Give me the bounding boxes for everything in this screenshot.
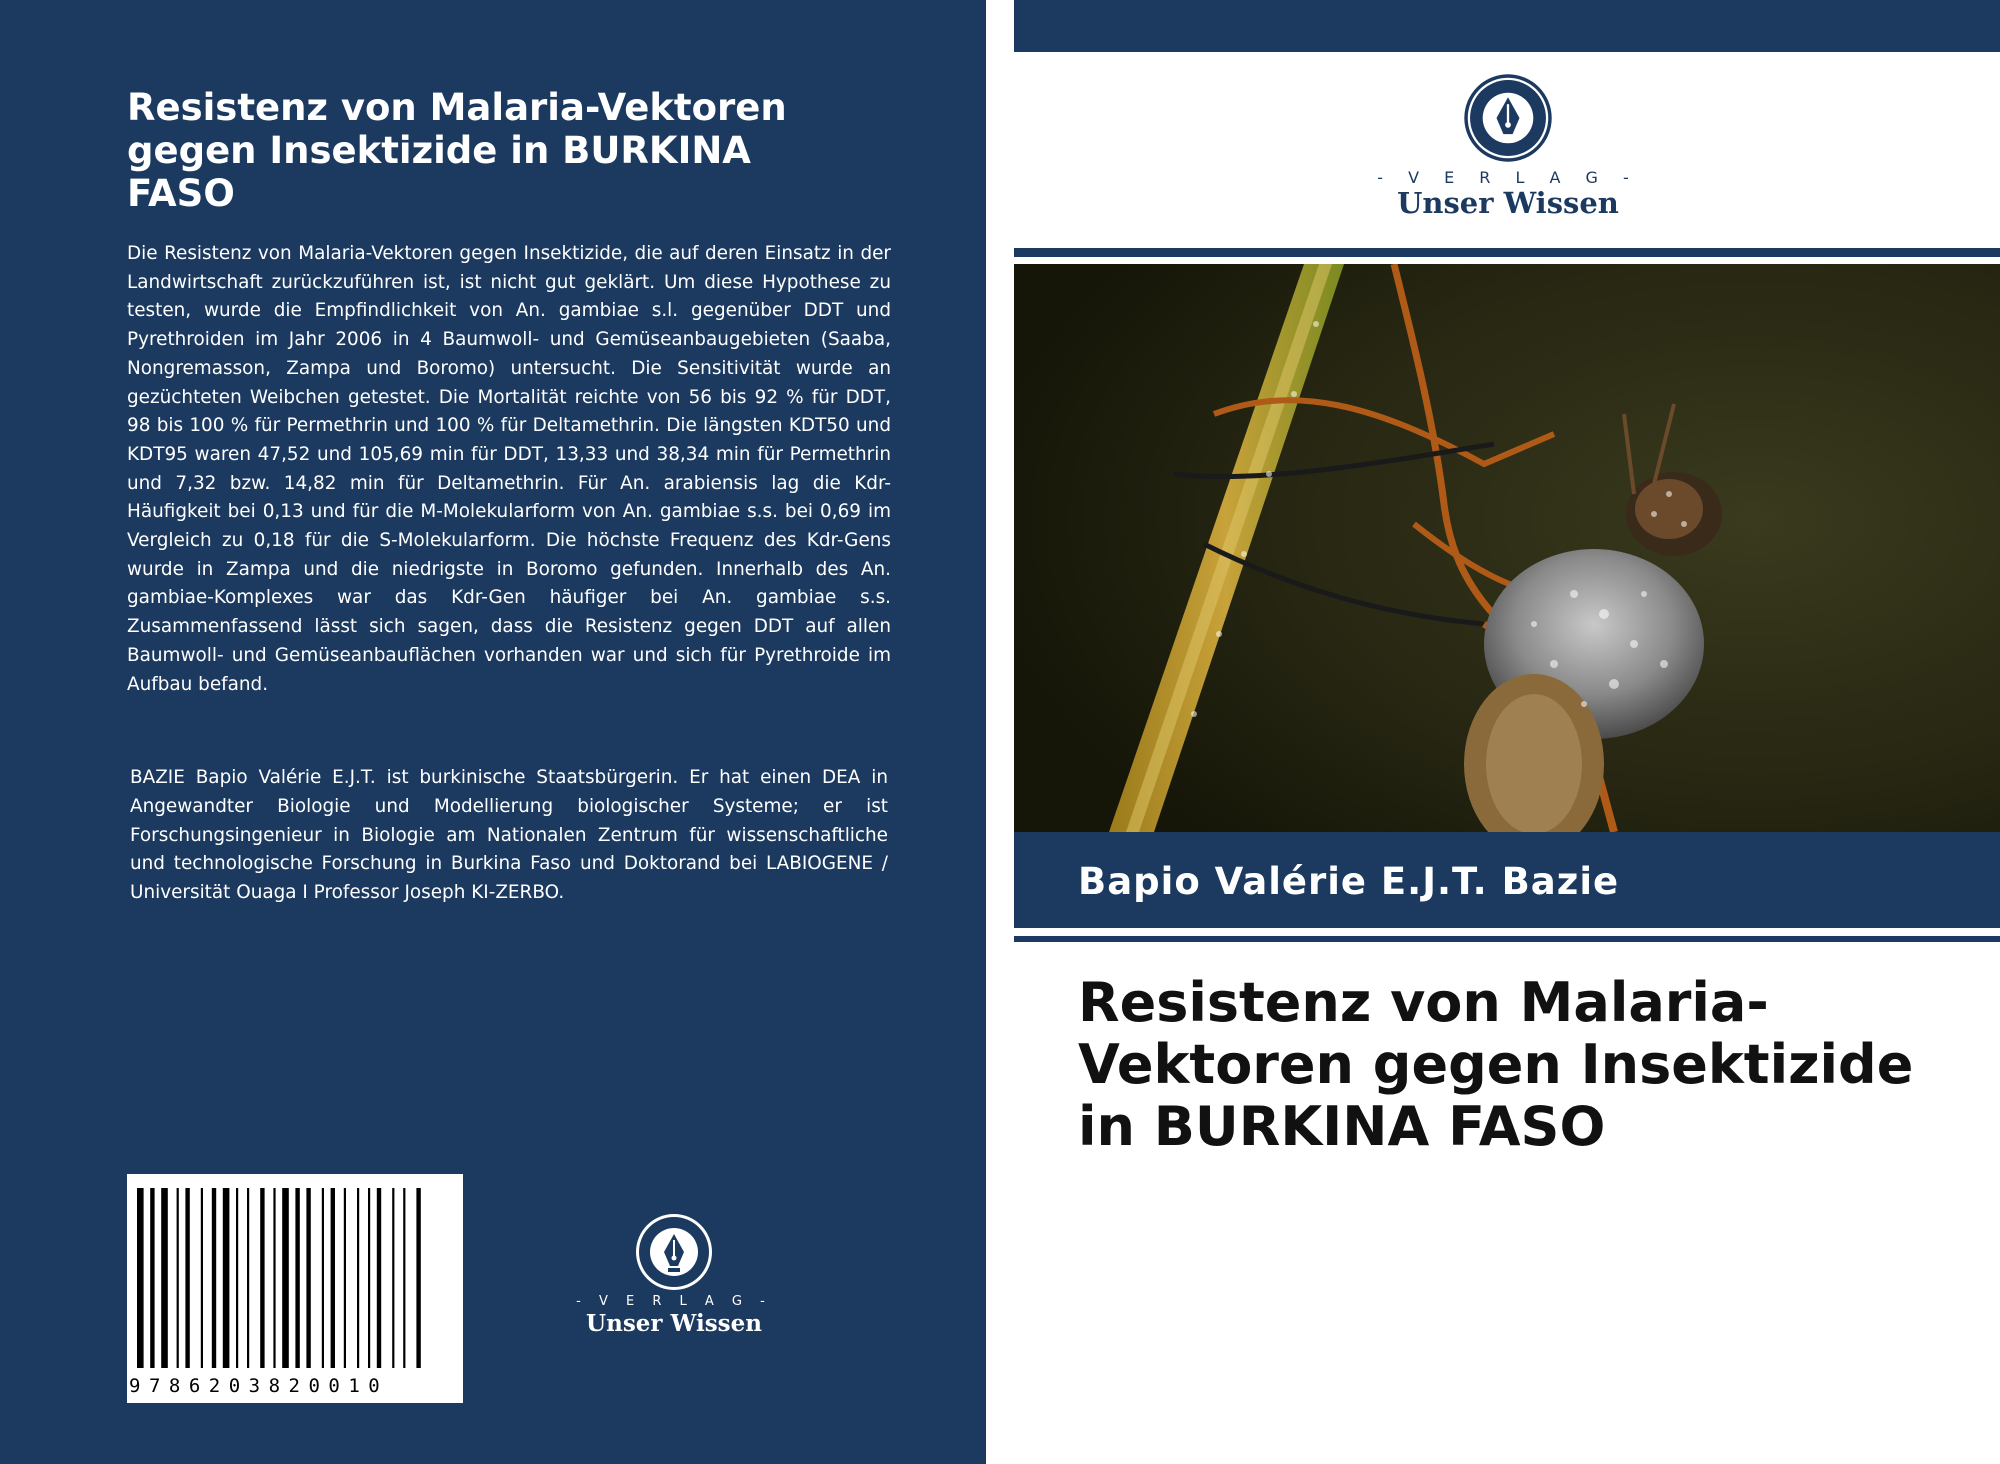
back-cover-title: Resistenz von Malaria-Vektoren gegen Insektizide in BURKINA FASO (127, 86, 787, 215)
author-band (1014, 832, 2000, 928)
spine (986, 0, 1014, 1464)
back-publisher-logo (574, 1212, 774, 1342)
mosquito-illustration (1014, 264, 2000, 832)
cover-photo-mosquito (1014, 264, 2000, 832)
verlag-label: - V E R L A G - (1377, 168, 1639, 187)
pen-nib-seal-icon (634, 1212, 714, 1292)
back-cover (0, 0, 986, 1464)
isbn-number: 9786203820010 (129, 1375, 389, 1397)
pen-nib-seal-icon (1462, 72, 1554, 164)
publisher-name: Unser Wissen (586, 1310, 762, 1337)
author-rule (1014, 936, 2000, 942)
back-cover-abstract: Die Resistenz von Malaria-Vektoren gegen Insektizide, die auf deren Einsatz in der Landwirtschaft zurückzuführen ist, ist nicht gut geklärt. Um diese Hypothese zu testen, wurde die Empfindlichkeit von An. gambiae s.l. gegenüber DDT und Pyrethroiden im Jahr 2006 in 4 Baumwoll- und Gemüseanbaugebieten (Saaba, Nongremasson, Zampa und Boromo) untersucht. Die Sensitivität wurde an gezüchteten Weibchen getestet. Die Mortalität reichte von 56 bis 92 % für DDT, 98 bis 100 % für Permethrin und 100 % für Deltamethrin. Die längsten KDT50 und KDT95 waren 47,52 und 105,69 min für DDT, 13,33 und 38,34 min für Permethrin und 7,32 bzw. 14,82 min für Deltamethrin. Für An. arabiensis lag die Kdr-Häufigkeit bei 0,13 und für die M-Molekularform von An. gambiae s.s. bei 0,69 im Vergleich zu 0,18 für die S-Molekularform. Die höchste Frequenz des Kdr-Gens wurde in Zampa und die niedrigste in Boromo gefunden. Innerhalb des An. gambiae-Komplexes war das Kdr-Gen häufiger bei An. gambiae s.s. Zusammenfassend lässt sich sagen, dass die Resistenz gegen DDT auf allen Baumwoll- und Gemüseanbauflächen vorhanden war und sich für Pyrethroide im Aufbau befand. (127, 243, 891, 695)
front-author-name: Bapio Valérie E.J.T. Bazie (1078, 860, 1620, 903)
front-top-bar (1014, 0, 2000, 52)
barcode-bars (135, 1188, 455, 1368)
front-publisher-logo (1374, 72, 1642, 222)
front-cover-title: Resistenz von Malaria-Vektoren gegen Insektizide in BURKINA FASO (1078, 971, 1914, 1158)
verlag-label: - V E R L A G - (576, 1294, 772, 1309)
front-cover (1014, 0, 2000, 1464)
publisher-name: Unser Wissen (1397, 186, 1619, 220)
photo-top-rule (1014, 248, 2000, 257)
isbn-barcode (127, 1174, 463, 1403)
author-biography: BAZIE Bapio Valérie E.J.T. ist burkinische Staatsbürgerin. Er hat einen DEA in Angewandter Biologie und Modellierung biologischer Systeme; er ist Forschungsingenieur in Biologie am Nationalen Zentrum für wissenschaftliche und technologische Forschung in Burkina Faso und Doktorand bei LABIOGENE / Universität Ouaga I Professor Joseph KI-ZERBO. (130, 767, 888, 904)
